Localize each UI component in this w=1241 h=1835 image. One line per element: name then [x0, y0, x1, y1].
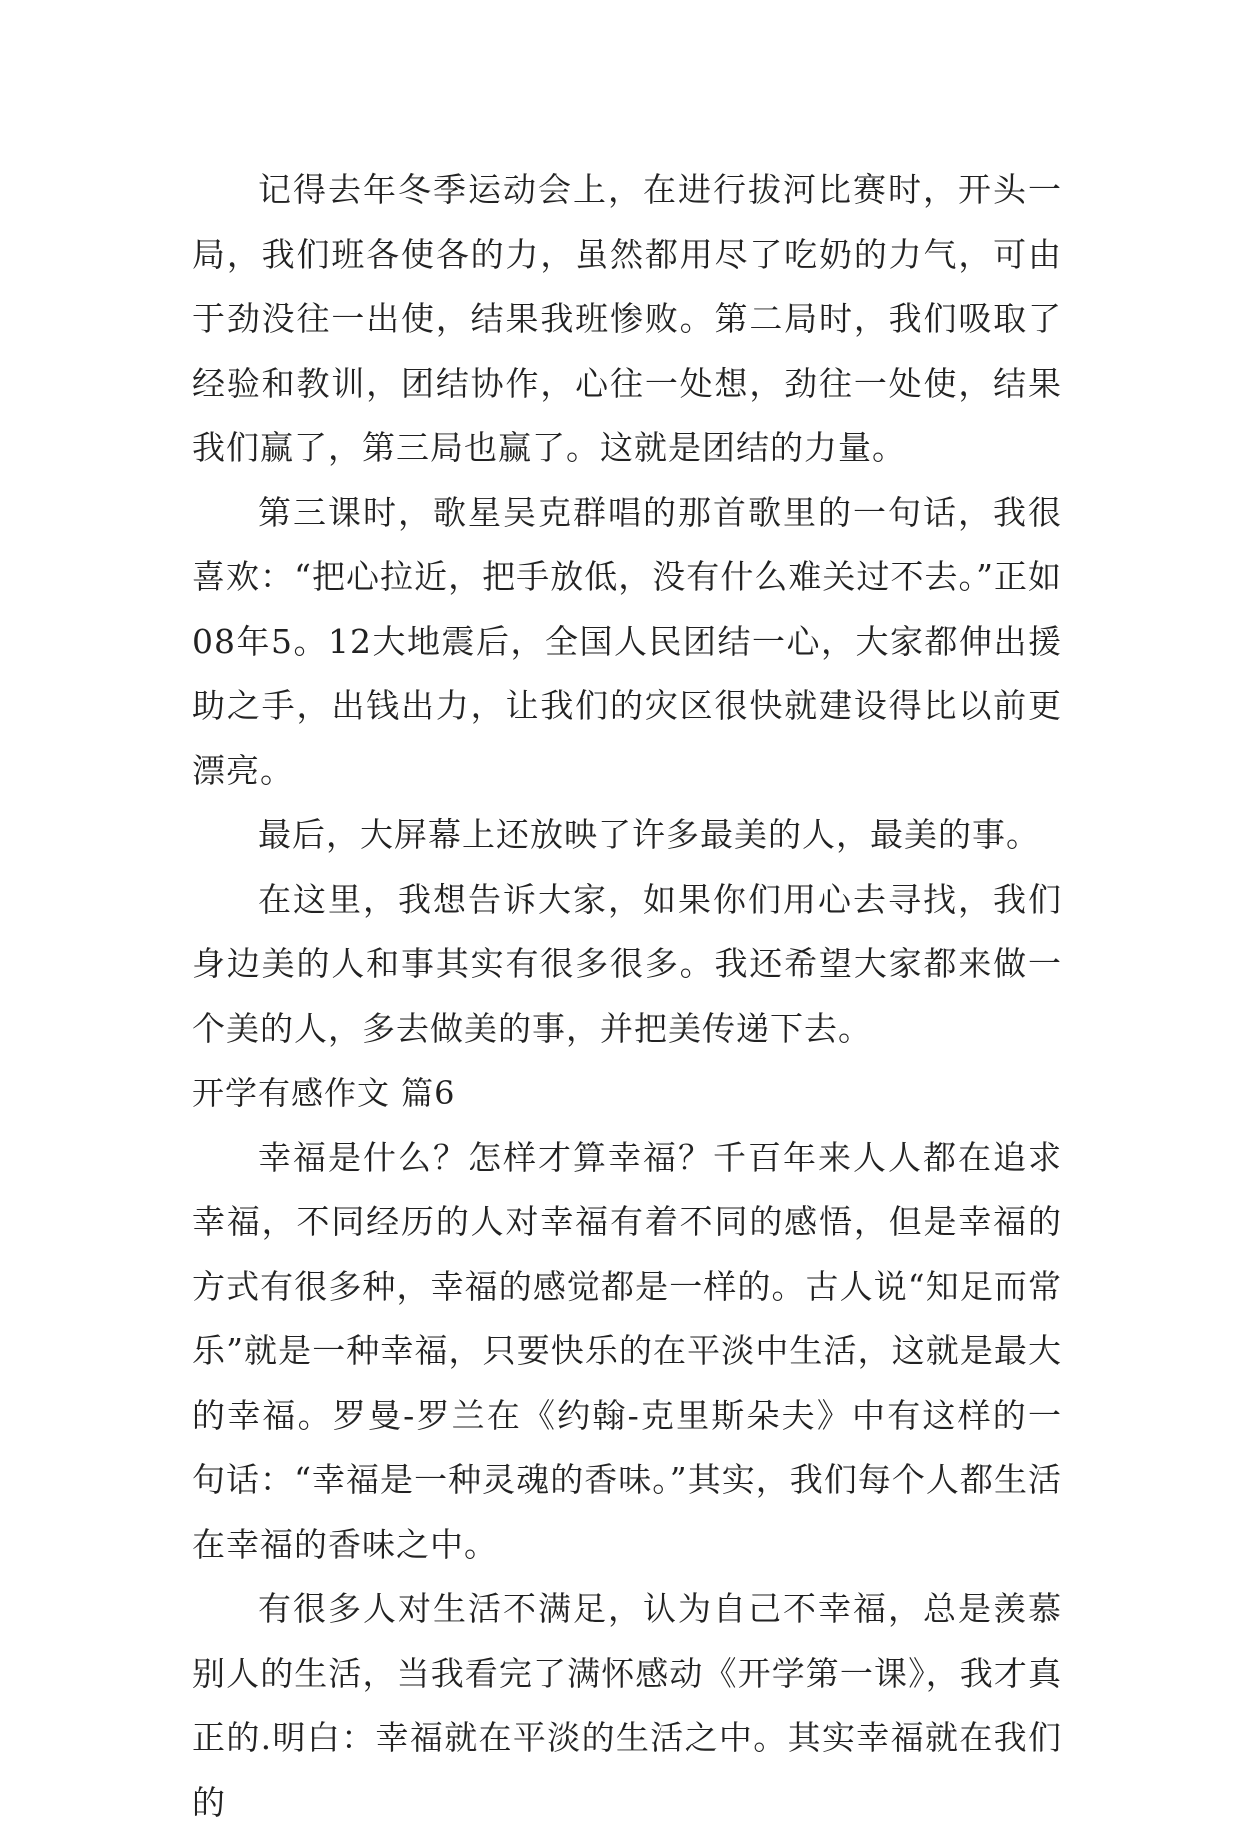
section-heading: 开学有感作文 篇6: [192, 1074, 456, 1112]
paragraph-big-screen: 最后，大屏幕上还放映了许多最美的人，最美的事。: [258, 815, 1040, 854]
document-body: [192, 158, 1062, 1835]
paragraph-tug-of-war: 记得去年冬季运动会上，在进行拔河比赛时，开头一局，我们班各使各的力，虽然都用尽了吃奶的力气，可由于劲没往一出使，结果我班惨败。第二局时，我们吸取了经验和教训，团结协作，心往一处想，劲往一处使，结果我们赢了，第三局也赢了。这就是团结的力量。: [192, 170, 1062, 467]
paragraph-dissatisfaction: 有很多人对生活不满足，认为自己不幸福，总是羡慕别人的生活，当我看完了满怀感动《开学第一课》，我才真正的.明白：幸福就在平淡的生活之中。其实幸福就在我们的: [192, 1589, 1062, 1822]
paragraph-conclusion: 在这里，我想告诉大家，如果你们用心去寻找，我们身边美的人和事其实有很多很多。我还希望大家都来做一个美的人，多去做美的事，并把美传递下去。: [192, 879, 1062, 1048]
paragraph-song-quote: 第三课时，歌星吴克群唱的那首歌里的一句话，我很喜欢：“把心拉近，把手放低，没有什么难关过不去。”正如08年5。12大地震后，全国人民团结一心，大家都伸出援助之手，出钱出力，让我们的灾区很快就建设得比以前更漂亮。: [192, 492, 1062, 790]
paragraph-happiness: 幸福是什么？怎样才算幸福？千百年来人人都在追求幸福，不同经历的人对幸福有着不同的感悟，但是幸福的方式有很多种，幸福的感觉都是一样的。古人说“知足而常乐”就是一种幸福，只要快乐的在平淡中生活，这就是最大的幸福。罗曼-罗兰在《约翰-克里斯朵夫》中有这样的一句话：“幸福是一种灵魂的香味。”其实，我们每个人都生活在幸福的香味之中。: [192, 1137, 1062, 1564]
